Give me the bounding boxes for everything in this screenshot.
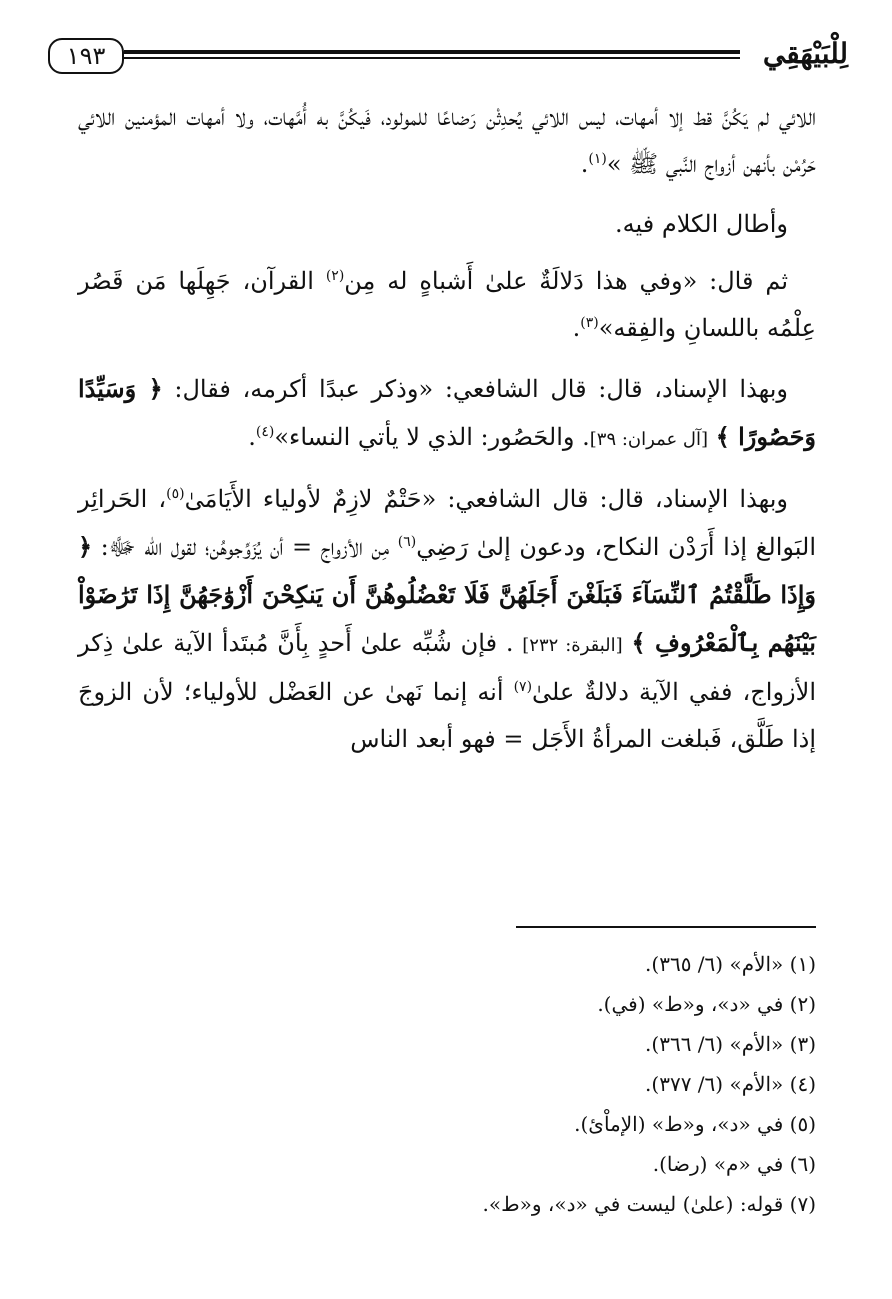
page-number: ١٩٣ bbox=[48, 38, 124, 74]
footnote-ref: (٧) bbox=[513, 679, 533, 695]
text-run: ثم قال: «وفي هذا دَلالَةٌ علىٰ أَشباهٍ له مِن bbox=[344, 267, 789, 295]
footnote: (٤) «الأم» (٦/ ٣٧٧). bbox=[645, 1072, 816, 1096]
text-run: . bbox=[248, 423, 256, 451]
text-run: ، الحَرائِر البَوالغ إذا أَرَدْن النكاح، ودعون إلىٰ رَضِي bbox=[78, 485, 816, 561]
footnote-ref: (٥) bbox=[166, 486, 185, 502]
footnote-ref: (١) bbox=[588, 151, 607, 167]
paragraph-5 bbox=[78, 476, 816, 763]
paragraph-2: وأطال الكلام فيه. bbox=[615, 210, 788, 238]
header-rule-thin bbox=[124, 57, 740, 59]
footnote: (١) «الأم» (٦/ ٣٦٥). bbox=[645, 952, 816, 976]
text-run: وبهذا الإسناد، قال: قال الشافعي: «وذكر عبدًا أكرمه، فقال: bbox=[162, 375, 789, 403]
body-text bbox=[78, 94, 816, 776]
text-run: . فإن شُبِّه علىٰ أَحدٍ بِأَنَّ مُبتَدأ الآية علىٰ ذِكر الأزواج، ففي الآية دلالةٌ علىٰ bbox=[78, 629, 816, 706]
footnote: (٥) في «د»، و«ط» (الإماْئ). bbox=[574, 1112, 816, 1136]
paragraph-3 bbox=[78, 258, 816, 352]
quran-verse: ﴿ وَسَيِّدًا وَحَصُورًا ﴾ bbox=[78, 374, 816, 451]
footnote-ref: (٦) bbox=[397, 534, 417, 550]
footnote: (٦) في «م» (رضا). bbox=[652, 1152, 816, 1176]
footnote: (٢) في «د»، و«ط» (في). bbox=[597, 992, 816, 1016]
footnote-ref: (٣) bbox=[580, 315, 599, 331]
paragraph-4 bbox=[78, 365, 816, 463]
text-run: وبهذا الإسناد، قال: قال الشافعي: «حَتْمٌ لازِمٌ لأولياء الأَيَامَىٰ bbox=[184, 485, 789, 513]
footnote-ref: (٤) bbox=[255, 424, 275, 440]
text-run: اللائي لم يَكُنَّ قط إلا أمهات، ليس اللائي يُحدِثْن رَضاعًا للمولود، فَيكُنَّ به أُمَّهات، ولا أمهات المؤمنين اللائي حَرُمْن بأنهن أزواج النَّبي ﷺ » bbox=[78, 103, 816, 178]
quran-verse: ﴿ وَإِذَا طَلَّقْتُمُ ٱلنِّسَآءَ فَبَلَغْنَ أَجَلَهُنَّ فَلَا تَعْضُلُوهُنَّ أَن يَنكِحْنَ أَزْوَٰجَهُنَّ إِذَا تَرَٰضَوْاْ بَيْنَهُم بِٱلْمَعْرُوفِ ﴾ bbox=[78, 532, 816, 657]
text-run: . bbox=[580, 150, 589, 178]
footnote-ref: (٢) bbox=[325, 268, 345, 284]
text-run: أنه إنما نَهىٰ عن العَضْل للأولياء؛ لأن الزوجَ إذا طَلَّق، فَبلغت المرأةُ الأَجَل = فهو أبعد الناس bbox=[78, 678, 816, 753]
verse-reference: [البقرة: ٢٣٢] bbox=[522, 635, 623, 656]
footnotes bbox=[216, 944, 816, 1224]
paragraph-1 bbox=[78, 94, 816, 188]
text-run: القرآن، جَهِلَها مَن قَصُر عِلْمُه باللسانِ والفِقه» bbox=[78, 267, 816, 342]
text-run: . والحَصُور: الذي لا يأتي النساء» bbox=[274, 423, 590, 451]
verse-reference: [آل عمران: ٣٩] bbox=[589, 429, 709, 450]
footnote: (٧) قوله: (علىٰ) ليست في «د»، و«ط». bbox=[482, 1192, 816, 1216]
text-run: مِن الأزواج = أن يُزَوِّجوهُن؛ لقول الله ﷻ: bbox=[92, 533, 398, 561]
page-header bbox=[48, 34, 848, 78]
running-title: لِلْبَيْهَقِي bbox=[762, 37, 848, 70]
text-run: . bbox=[572, 314, 581, 342]
header-rule bbox=[124, 50, 740, 54]
footnote: (٣) «الأم» (٦/ ٣٦٦). bbox=[645, 1032, 816, 1056]
footnote-separator bbox=[516, 926, 816, 928]
